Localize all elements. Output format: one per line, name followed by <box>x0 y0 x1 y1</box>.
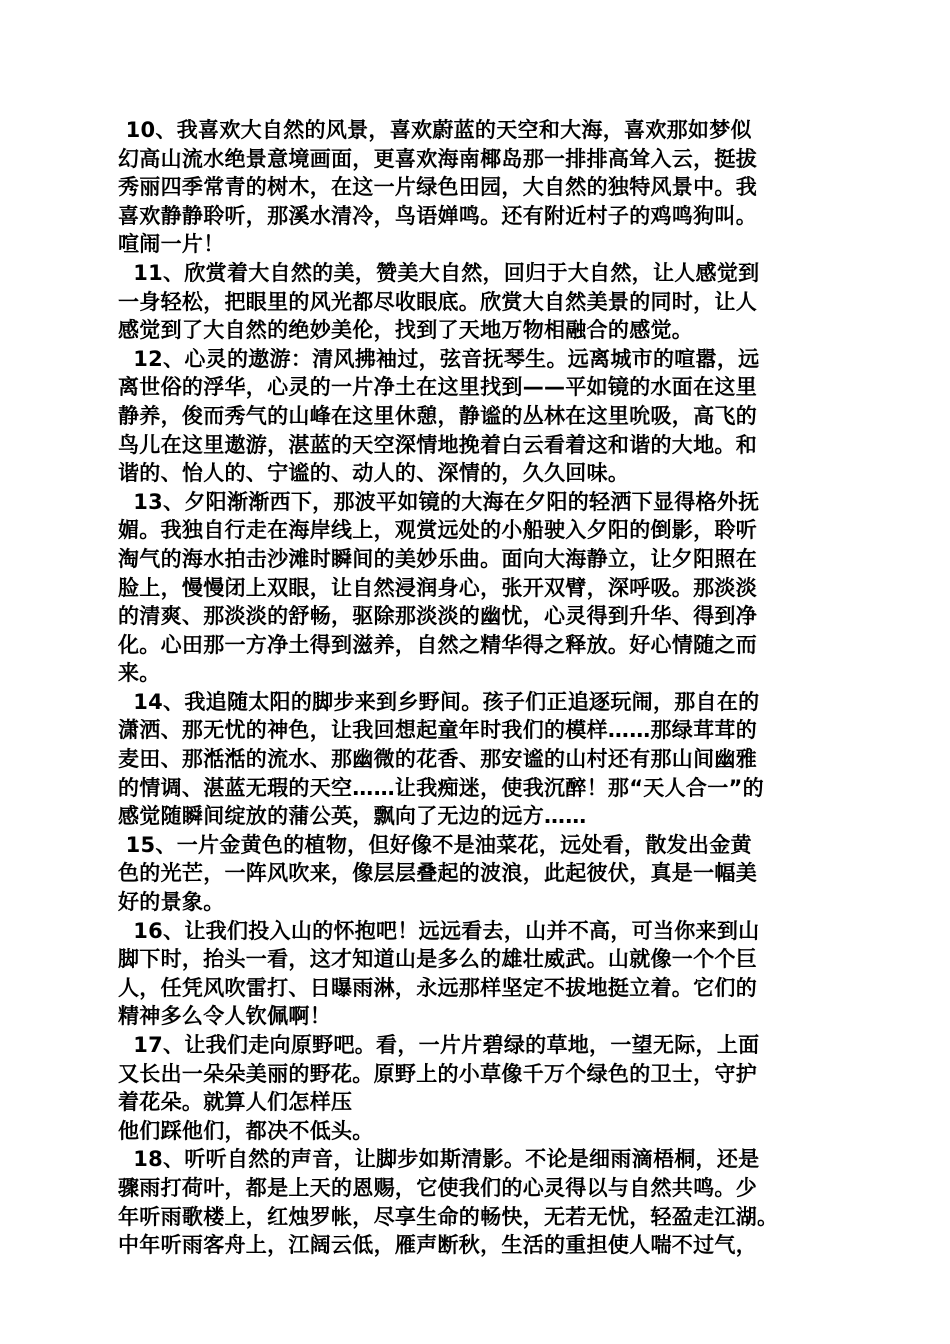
text-line: 喜欢静静聆听，那溪水清冷，鸟语婵鸣。还有附近村子的鸡鸣狗叫。 <box>118 203 757 228</box>
text-line: 谐的、怡人的、宁谧的、动人的、深情的，久久回味。 <box>118 461 630 486</box>
text-line: 离世俗的浮华，心灵的一片净土在这里找到——平如镜的水面在这里 <box>118 375 757 400</box>
text-line: 来。 <box>118 661 161 686</box>
text-line: 静养，俊而秀气的山峰在这里休憩，静谧的丛林在这里吮吸，高飞的 <box>118 403 757 428</box>
text-line: 中年听雨客舟上，江阔云低，雁声断秋，生活的重担使人喘不过气， <box>118 1233 757 1258</box>
text-line: 12、心灵的遨游：清风拂袖过，弦音抚琴生。远离城市的喧嚣，远 <box>118 346 760 371</box>
text-line: 10、我喜欢大自然的风景，喜欢蔚蓝的天空和大海，喜欢那如梦似 <box>118 118 752 142</box>
text-line: 的情调、湛蓝无瑕的天空……让我痴迷，使我沉醉！那“天人合一”的 <box>118 775 764 800</box>
text-line: 脚下时，抬头一看，这才知道山是多么的雄壮威武。山就像一个个巨 <box>118 947 757 972</box>
text-line: 14、我追随太阳的脚步来到乡野间。孩子们正追逐玩闹，那自在的 <box>118 689 760 714</box>
text-line: 脸上，慢慢闭上双眼，让自然浸润身心，张开双臂，深呼吸。那淡淡 <box>118 575 757 600</box>
text-line: 潇洒、那无忧的神色，让我回想起童年时我们的模样……那绿茸茸的 <box>118 718 757 743</box>
text-line: 17、让我们走向原野吧。看，一片片碧绿的草地，一望无际，上面 <box>118 1033 760 1057</box>
text-line: 鸟儿在这里遨游，湛蓝的天空深情地挽着白云看着这和谐的大地。和 <box>118 432 757 457</box>
text-line: 化。心田那一方净土得到滋养，自然之精华得之释放。好心情随之而 <box>118 632 757 657</box>
text-line: 年听雨歌楼上，红烛罗帐，尽享生命的畅快，无若无忧，轻盈走江湖。 <box>118 1204 779 1229</box>
text-line: 16、让我们投入山的怀抱吧！远远看去，山并不高，可当你来到山 <box>118 918 760 943</box>
text-line: 又长出一朵朵美丽的野花。原野上的小草像千万个绿色的卫士，守护 <box>118 1061 757 1086</box>
text-line: 感觉随瞬间绽放的蒲公英，飘向了无边的远方…… <box>118 804 587 829</box>
document-body-text <box>118 116 838 1260</box>
text-line: 好的景象。 <box>118 890 225 915</box>
text-line: 感觉到了大自然的绝妙美伦，找到了天地万物相融合的感觉。 <box>118 318 694 343</box>
text-line: 媚。我独自行走在海岸线上，观赏远处的小船驶入夕阳的倒影，聆听 <box>118 518 757 543</box>
text-line: 一身轻松，把眼里的风光都尽收眼底。欣赏大自然美景的同时，让人 <box>118 289 757 314</box>
text-line: 麦田、那湉湉的流水、那幽微的花香、那安谧的山村还有那山间幽雅 <box>118 747 757 772</box>
text-line: 11、欣赏着大自然的美，赞美大自然，回归于大自然，让人感觉到 <box>118 260 760 285</box>
text-line: 淘气的海水拍击沙滩时瞬间的美妙乐曲。面向大海静立，让夕阳照在 <box>118 546 757 571</box>
text-line: 骤雨打荷叶，都是上天的恩赐，它使我们的心灵得以与自然共鸣。少 <box>118 1175 757 1200</box>
text-line: 秀丽四季常青的树木，在这一片绿色田园，大自然的独特风景中。我 <box>118 175 757 200</box>
text-line: 18、听听自然的声音，让脚步如斯清影。不论是细雨滴梧桐，还是 <box>118 1147 760 1172</box>
text-line: 15、一片金黄色的植物，但好像不是油菜花，远处看，散发出金黄 <box>118 832 752 857</box>
text-line: 喧闹一片！ <box>118 232 225 257</box>
text-line: 的清爽、那淡淡的舒畅，驱除那淡淡的幽忧，心灵得到升华、得到净 <box>118 604 757 629</box>
text-line: 13、夕阳渐渐西下，那波平如镜的大海在夕阳的轻洒下显得格外抚 <box>118 489 760 514</box>
text-line: 人，任凭风吹雷打、日曝雨淋，永远那样坚定不拔地挺立着。它们的 <box>118 975 757 1000</box>
text-line: 他们踩他们，都决不低头。 <box>118 1118 374 1143</box>
text-line: 色的光芒，一阵风吹来，像层层叠起的波浪，此起彼伏，真是一幅美 <box>118 861 757 886</box>
text-line: 精神多么令人钦佩啊！ <box>118 1004 331 1029</box>
text-line: 幻高山流水绝景意境画面，更喜欢海南椰岛那一排排高耸入云，挺拔 <box>118 146 757 171</box>
text-line: 着花朵。就算人们怎样压 <box>118 1090 353 1115</box>
